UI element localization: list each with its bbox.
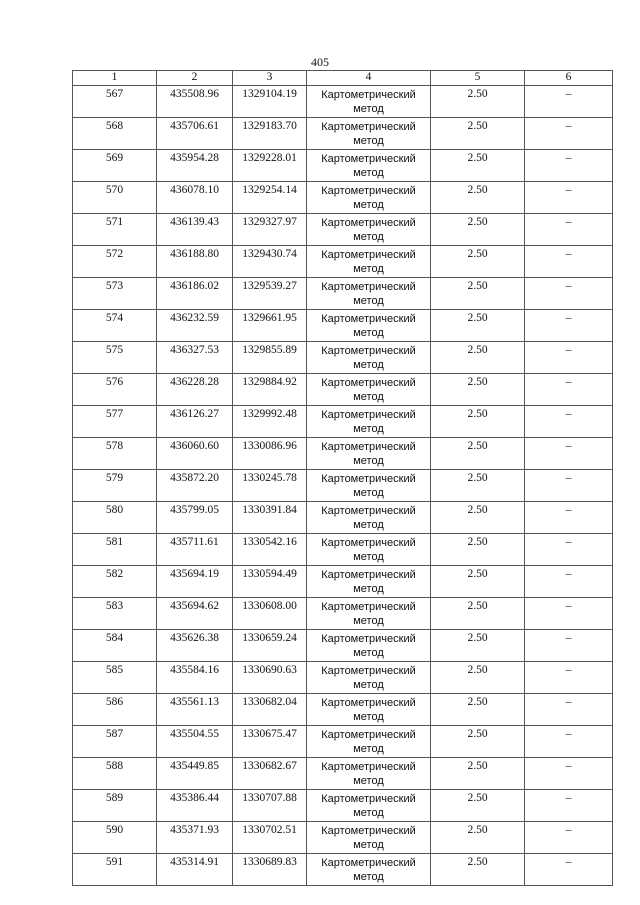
table-row	[73, 374, 613, 406]
table-row	[73, 662, 613, 694]
point-number-cell: 570	[73, 182, 157, 214]
y-coordinate-cell: 1329661.95	[233, 310, 307, 342]
note-cell: –	[525, 214, 613, 246]
note-cell: –	[525, 854, 613, 886]
accuracy-cell: 2.50	[431, 342, 525, 374]
accuracy-cell: 2.50	[431, 566, 525, 598]
table-row	[73, 694, 613, 726]
method-cell: Картометрический метод	[307, 662, 431, 694]
method-cell: Картометрический метод	[307, 598, 431, 630]
method-cell: Картометрический метод	[307, 470, 431, 502]
note-cell: –	[525, 374, 613, 406]
x-coordinate-cell: 435626.38	[157, 630, 233, 662]
y-coordinate-cell: 1329183.70	[233, 118, 307, 150]
x-coordinate-cell: 435711.61	[157, 534, 233, 566]
accuracy-cell: 2.50	[431, 182, 525, 214]
method-cell: Картометрический метод	[307, 374, 431, 406]
y-coordinate-cell: 1329327.97	[233, 214, 307, 246]
note-cell: –	[525, 86, 613, 118]
accuracy-cell: 2.50	[431, 310, 525, 342]
point-number-cell: 567	[73, 86, 157, 118]
point-number-cell: 581	[73, 534, 157, 566]
table-row	[73, 822, 613, 854]
method-cell: Картометрический метод	[307, 214, 431, 246]
note-cell: –	[525, 790, 613, 822]
table-row	[73, 470, 613, 502]
note-cell: –	[525, 534, 613, 566]
x-coordinate-cell: 436078.10	[157, 182, 233, 214]
accuracy-cell: 2.50	[431, 86, 525, 118]
table-row	[73, 310, 613, 342]
point-number-cell: 571	[73, 214, 157, 246]
note-cell: –	[525, 406, 613, 438]
table-row	[73, 278, 613, 310]
accuracy-cell: 2.50	[431, 822, 525, 854]
note-cell: –	[525, 118, 613, 150]
point-number-cell: 577	[73, 406, 157, 438]
point-number-cell: 586	[73, 694, 157, 726]
table-row	[73, 182, 613, 214]
method-cell: Картометрический метод	[307, 246, 431, 278]
y-coordinate-cell: 1330245.78	[233, 470, 307, 502]
method-cell: Картометрический метод	[307, 438, 431, 470]
method-cell: Картометрический метод	[307, 822, 431, 854]
point-number-cell: 583	[73, 598, 157, 630]
x-coordinate-cell: 435371.93	[157, 822, 233, 854]
point-number-cell: 573	[73, 278, 157, 310]
accuracy-cell: 2.50	[431, 118, 525, 150]
x-coordinate-cell: 436188.80	[157, 246, 233, 278]
point-number-cell: 585	[73, 662, 157, 694]
table-row	[73, 726, 613, 758]
y-coordinate-cell: 1330659.24	[233, 630, 307, 662]
method-cell: Картометрический метод	[307, 534, 431, 566]
y-coordinate-cell: 1329228.01	[233, 150, 307, 182]
point-number-cell: 591	[73, 854, 157, 886]
note-cell: –	[525, 502, 613, 534]
method-cell: Картометрический метод	[307, 150, 431, 182]
accuracy-cell: 2.50	[431, 278, 525, 310]
accuracy-cell: 2.50	[431, 854, 525, 886]
point-number-cell: 572	[73, 246, 157, 278]
x-coordinate-cell: 435386.44	[157, 790, 233, 822]
column-header-5: 5	[431, 71, 525, 86]
y-coordinate-cell: 1329884.92	[233, 374, 307, 406]
accuracy-cell: 2.50	[431, 214, 525, 246]
point-number-cell: 587	[73, 726, 157, 758]
x-coordinate-cell: 435706.61	[157, 118, 233, 150]
y-coordinate-cell: 1330707.88	[233, 790, 307, 822]
method-cell: Картометрический метод	[307, 502, 431, 534]
page-number: 405	[311, 55, 329, 69]
y-coordinate-cell: 1329992.48	[233, 406, 307, 438]
method-cell: Картометрический метод	[307, 310, 431, 342]
column-header-4: 4	[307, 71, 431, 86]
table-row	[73, 342, 613, 374]
table-row	[73, 598, 613, 630]
accuracy-cell: 2.50	[431, 150, 525, 182]
method-cell: Картометрический метод	[307, 406, 431, 438]
x-coordinate-cell: 435954.28	[157, 150, 233, 182]
y-coordinate-cell: 1330608.00	[233, 598, 307, 630]
note-cell: –	[525, 662, 613, 694]
method-cell: Картометрический метод	[307, 566, 431, 598]
y-coordinate-cell: 1330675.47	[233, 726, 307, 758]
table-row	[73, 150, 613, 182]
table-body	[73, 86, 613, 886]
method-cell: Картометрический метод	[307, 118, 431, 150]
accuracy-cell: 2.50	[431, 246, 525, 278]
note-cell: –	[525, 758, 613, 790]
accuracy-cell: 2.50	[431, 630, 525, 662]
point-number-cell: 588	[73, 758, 157, 790]
y-coordinate-cell: 1330689.83	[233, 854, 307, 886]
column-header-3: 3	[233, 71, 307, 86]
table-row	[73, 246, 613, 278]
table-row	[73, 790, 613, 822]
y-coordinate-cell: 1329104.19	[233, 86, 307, 118]
note-cell: –	[525, 822, 613, 854]
x-coordinate-cell: 436126.27	[157, 406, 233, 438]
y-coordinate-cell: 1330690.63	[233, 662, 307, 694]
note-cell: –	[525, 630, 613, 662]
note-cell: –	[525, 726, 613, 758]
y-coordinate-cell: 1330391.84	[233, 502, 307, 534]
y-coordinate-cell: 1329254.14	[233, 182, 307, 214]
accuracy-cell: 2.50	[431, 438, 525, 470]
note-cell: –	[525, 310, 613, 342]
accuracy-cell: 2.50	[431, 598, 525, 630]
accuracy-cell: 2.50	[431, 534, 525, 566]
note-cell: –	[525, 246, 613, 278]
x-coordinate-cell: 435504.55	[157, 726, 233, 758]
note-cell: –	[525, 150, 613, 182]
point-number-cell: 576	[73, 374, 157, 406]
method-cell: Картометрический метод	[307, 694, 431, 726]
method-cell: Картометрический метод	[307, 854, 431, 886]
point-number-cell: 579	[73, 470, 157, 502]
point-number-cell: 574	[73, 310, 157, 342]
point-number-cell: 589	[73, 790, 157, 822]
x-coordinate-cell: 436232.59	[157, 310, 233, 342]
point-number-cell: 578	[73, 438, 157, 470]
column-header-6: 6	[525, 71, 613, 86]
accuracy-cell: 2.50	[431, 790, 525, 822]
y-coordinate-cell: 1329430.74	[233, 246, 307, 278]
method-cell: Картометрический метод	[307, 726, 431, 758]
accuracy-cell: 2.50	[431, 406, 525, 438]
y-coordinate-cell: 1330682.04	[233, 694, 307, 726]
x-coordinate-cell: 435584.16	[157, 662, 233, 694]
table-row	[73, 630, 613, 662]
method-cell: Картометрический метод	[307, 342, 431, 374]
point-number-cell: 584	[73, 630, 157, 662]
table-row	[73, 406, 613, 438]
accuracy-cell: 2.50	[431, 374, 525, 406]
point-number-cell: 569	[73, 150, 157, 182]
x-coordinate-cell: 435694.19	[157, 566, 233, 598]
table-row	[73, 86, 613, 118]
x-coordinate-cell: 436060.60	[157, 438, 233, 470]
y-coordinate-cell: 1330682.67	[233, 758, 307, 790]
note-cell: –	[525, 470, 613, 502]
x-coordinate-cell: 435314.91	[157, 854, 233, 886]
column-header-1: 1	[73, 71, 157, 86]
point-number-cell: 568	[73, 118, 157, 150]
header-row	[73, 71, 613, 86]
y-coordinate-cell: 1330702.51	[233, 822, 307, 854]
x-coordinate-cell: 436228.28	[157, 374, 233, 406]
point-number-cell: 582	[73, 566, 157, 598]
note-cell: –	[525, 182, 613, 214]
method-cell: Картометрический метод	[307, 758, 431, 790]
table-row	[73, 502, 613, 534]
table-row	[73, 534, 613, 566]
y-coordinate-cell: 1330542.16	[233, 534, 307, 566]
x-coordinate-cell: 435508.96	[157, 86, 233, 118]
note-cell: –	[525, 438, 613, 470]
point-number-cell: 575	[73, 342, 157, 374]
table-row	[73, 758, 613, 790]
table-row	[73, 438, 613, 470]
accuracy-cell: 2.50	[431, 502, 525, 534]
x-coordinate-cell: 435561.13	[157, 694, 233, 726]
method-cell: Картометрический метод	[307, 182, 431, 214]
note-cell: –	[525, 342, 613, 374]
note-cell: –	[525, 278, 613, 310]
point-number-cell: 590	[73, 822, 157, 854]
table-row	[73, 118, 613, 150]
y-coordinate-cell: 1329855.89	[233, 342, 307, 374]
note-cell: –	[525, 566, 613, 598]
accuracy-cell: 2.50	[431, 758, 525, 790]
x-coordinate-cell: 436186.02	[157, 278, 233, 310]
y-coordinate-cell: 1329539.27	[233, 278, 307, 310]
x-coordinate-cell: 435872.20	[157, 470, 233, 502]
method-cell: Картометрический метод	[307, 790, 431, 822]
method-cell: Картометрический метод	[307, 86, 431, 118]
accuracy-cell: 2.50	[431, 470, 525, 502]
table-row	[73, 214, 613, 246]
accuracy-cell: 2.50	[431, 662, 525, 694]
point-number-cell: 580	[73, 502, 157, 534]
note-cell: –	[525, 598, 613, 630]
column-header-2: 2	[157, 71, 233, 86]
x-coordinate-cell: 435449.85	[157, 758, 233, 790]
accuracy-cell: 2.50	[431, 694, 525, 726]
coordinates-table	[72, 70, 613, 886]
method-cell: Картометрический метод	[307, 630, 431, 662]
method-cell: Картометрический метод	[307, 278, 431, 310]
y-coordinate-cell: 1330086.96	[233, 438, 307, 470]
accuracy-cell: 2.50	[431, 726, 525, 758]
y-coordinate-cell: 1330594.49	[233, 566, 307, 598]
note-cell: –	[525, 694, 613, 726]
table-row	[73, 566, 613, 598]
x-coordinate-cell: 436139.43	[157, 214, 233, 246]
table-row	[73, 854, 613, 886]
x-coordinate-cell: 435799.05	[157, 502, 233, 534]
x-coordinate-cell: 435694.62	[157, 598, 233, 630]
x-coordinate-cell: 436327.53	[157, 342, 233, 374]
